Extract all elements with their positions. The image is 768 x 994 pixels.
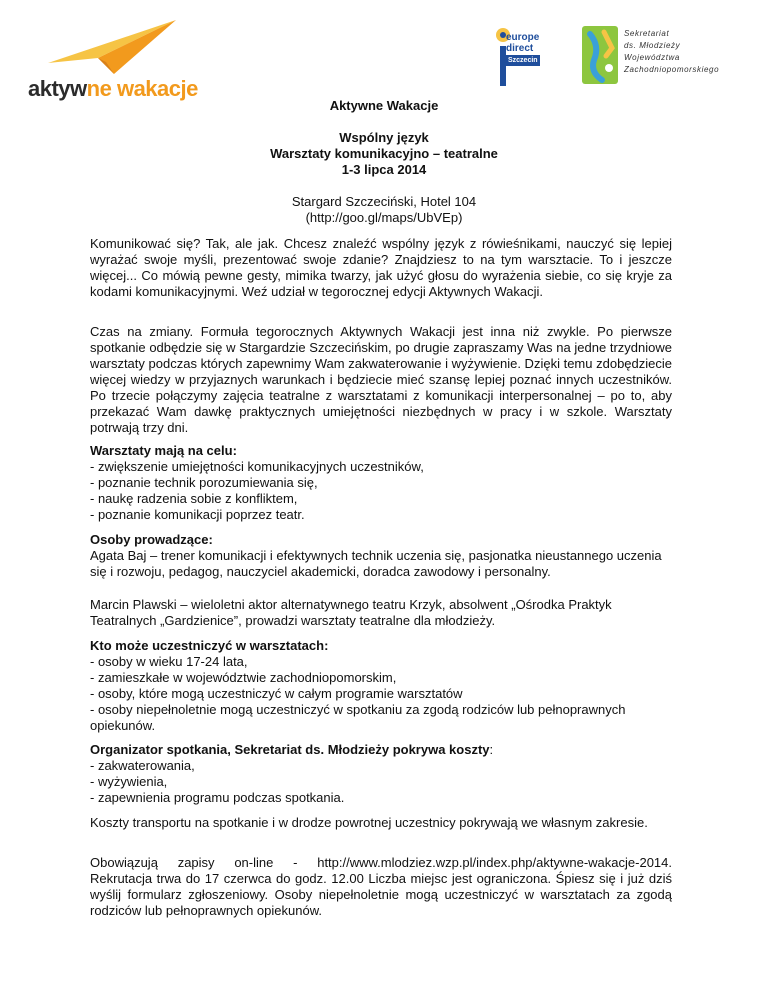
sekretariat-logo: [582, 22, 762, 92]
logo-word-ne: ne: [86, 76, 117, 101]
aktywne-wakacje-logo: [28, 18, 198, 108]
eligibility-item: - osoby w wieku 17-24 lata,: [90, 654, 248, 669]
document-title: Aktywne Wakacje: [329, 98, 439, 113]
cost-item: - zapewnienia programu podczas spotkania.: [90, 790, 345, 805]
costs-heading: Organizator spotkania, Sekretariat ds. Młodzieży pokrywa koszty: [90, 742, 490, 757]
costs-section: [90, 742, 672, 806]
goal-item: - poznanie komunikacji poprzez teatr.: [90, 507, 305, 522]
europe-direct-line1: europe: [506, 32, 540, 43]
paper-plane-icon: [28, 18, 178, 78]
subtitle-language: Wspólny język: [339, 130, 429, 145]
goal-item: - naukę radzenia sobie z konfliktem,: [90, 491, 298, 506]
eligibility-item: - zamieszkałe w województwie zachodniopomorskim,: [90, 670, 397, 685]
logo-word-aktyw: aktyw: [28, 76, 87, 101]
leaders-heading: Osoby prowadzące:: [90, 532, 213, 547]
goal-item: - poznanie technik porozumiewania się,: [90, 475, 318, 490]
change-paragraph: Czas na zmiany. Formuła tegorocznych Aktywnych Wakacji jest inna niż zwykle. Po pierwsze spotkanie odbędzie się w Stargardzie Szczecińskim, po drugie zapraszamy Was na jedne trzydniowe warsztaty podczas których zapewnimy Wam zakwaterowanie i wyżywienie. Dzięki temu zdobędziecie więcej wiedzy w przyjaznych warunkach i będziecie mieć szansę lepiej poznać innych uczestników. Po trzecie połączymy zajęcia teatralne z warsztatami z komunikacji interpersonalnej – po to, aby przekazać Wam dawkę praktycznych umiejętności niezbędnych w pracy i w szkole. Warsztaty potrwają trzy dni.: [90, 324, 672, 435]
eligibility-item: - osoby, które mogą uczestniczyć w całym programie warsztatów: [90, 686, 463, 701]
europe-direct-line2: direct: [506, 43, 534, 54]
eligibility-item: - osoby niepełnoletnie mogą uczestniczyć w spotkaniu za zgodą rodziców lub pełnoprawnych opiekunów.: [90, 702, 626, 733]
leaders-section: [90, 532, 672, 580]
goal-item: - zwiększenie umiejętności komunikacyjnych uczestników,: [90, 459, 424, 474]
sekretariat-emblem-icon: [582, 26, 620, 88]
map-link[interactable]: (http://goo.gl/maps/UbVEp): [305, 210, 463, 225]
event-place: Stargard Szczeciński, Hotel 104: [291, 194, 477, 209]
goals-heading: Warsztaty mają na celu:: [90, 443, 237, 458]
sekretariat-line-1: Sekretariat: [624, 29, 670, 38]
costs-heading-colon: :: [489, 742, 494, 757]
leader-agata: Agata Baj – trener komunikacji i efektywnych technik uczenia się, pasjonatka nieustannego uczenia się i rozwoju, pedagog, nauczyciel akademicki, doradca zawodowy i personalny.: [90, 548, 662, 579]
europe-direct-sub: Szczecin: [508, 57, 538, 64]
cost-item: - wyżywienia,: [90, 774, 168, 789]
europe-direct-logo: [494, 26, 550, 92]
eligibility-section: [90, 638, 672, 734]
sekretariat-line-4: Zachodniopomorskiego: [624, 65, 720, 74]
cost-item: - zakwaterowania,: [90, 758, 195, 773]
event-dates: 1-3 lipca 2014: [341, 162, 427, 177]
leader-marcin: Marcin Plawski – wieloletni aktor alternatywnego teatru Krzyk, absolwent „Ośrodka Praktyk Teatralnych „Gardzienice”, prowadzi warsztaty teatralne dla młodzieży.: [90, 597, 612, 628]
intro-paragraph: Komunikować się? Tak, ale jak. Chcesz znaleźć wspólny język z rówieśnikami, nauczyć się lepiej wyrażać swoje myśli, prezentować swoje zdanie? Znajdziesz to na tym warsztacie. To i jeszcze więcej... Co mówią pewne gesty, mimika twarzy, jak użyć głosu do wyrażenia siebie, co się kryje za kodami komunikacyjnymi. Weź udział w tegorocznej edycji Aktywnych Wakacji.: [90, 236, 672, 299]
registration-paragraph: Obowiązują zapisy on-line - http://www.mlodziez.wzp.pl/index.php/aktywne-wakacje-2014. Rekrutacja trwa do 17 czerwca do godz. 12.00 Liczba miejsc jest ograniczona. Śpiesz się i już dziś wyślij formularz zgłoszeniowy. Osoby niepełnoletnie mogą uczestniczyć w warsztatach za zgodą rodziców lub pełnoprawnych opiekunów.: [90, 855, 672, 918]
sekretariat-line-2: ds. Młodzieży: [624, 41, 681, 50]
sekretariat-line-3: Województwa: [624, 53, 680, 62]
subtitle-workshops: Warsztaty komunikacyjno – teatralne: [270, 146, 498, 161]
eligibility-heading: Kto może uczestniczyć w warsztatach:: [90, 638, 329, 653]
logo-word-wakacje: wakacje: [116, 76, 198, 101]
transport-paragraph: Koszty transportu na spotkanie i w drodze powrotnej uczestnicy pokrywają we własnym zakresie.: [90, 815, 648, 830]
goals-section: [90, 443, 672, 523]
